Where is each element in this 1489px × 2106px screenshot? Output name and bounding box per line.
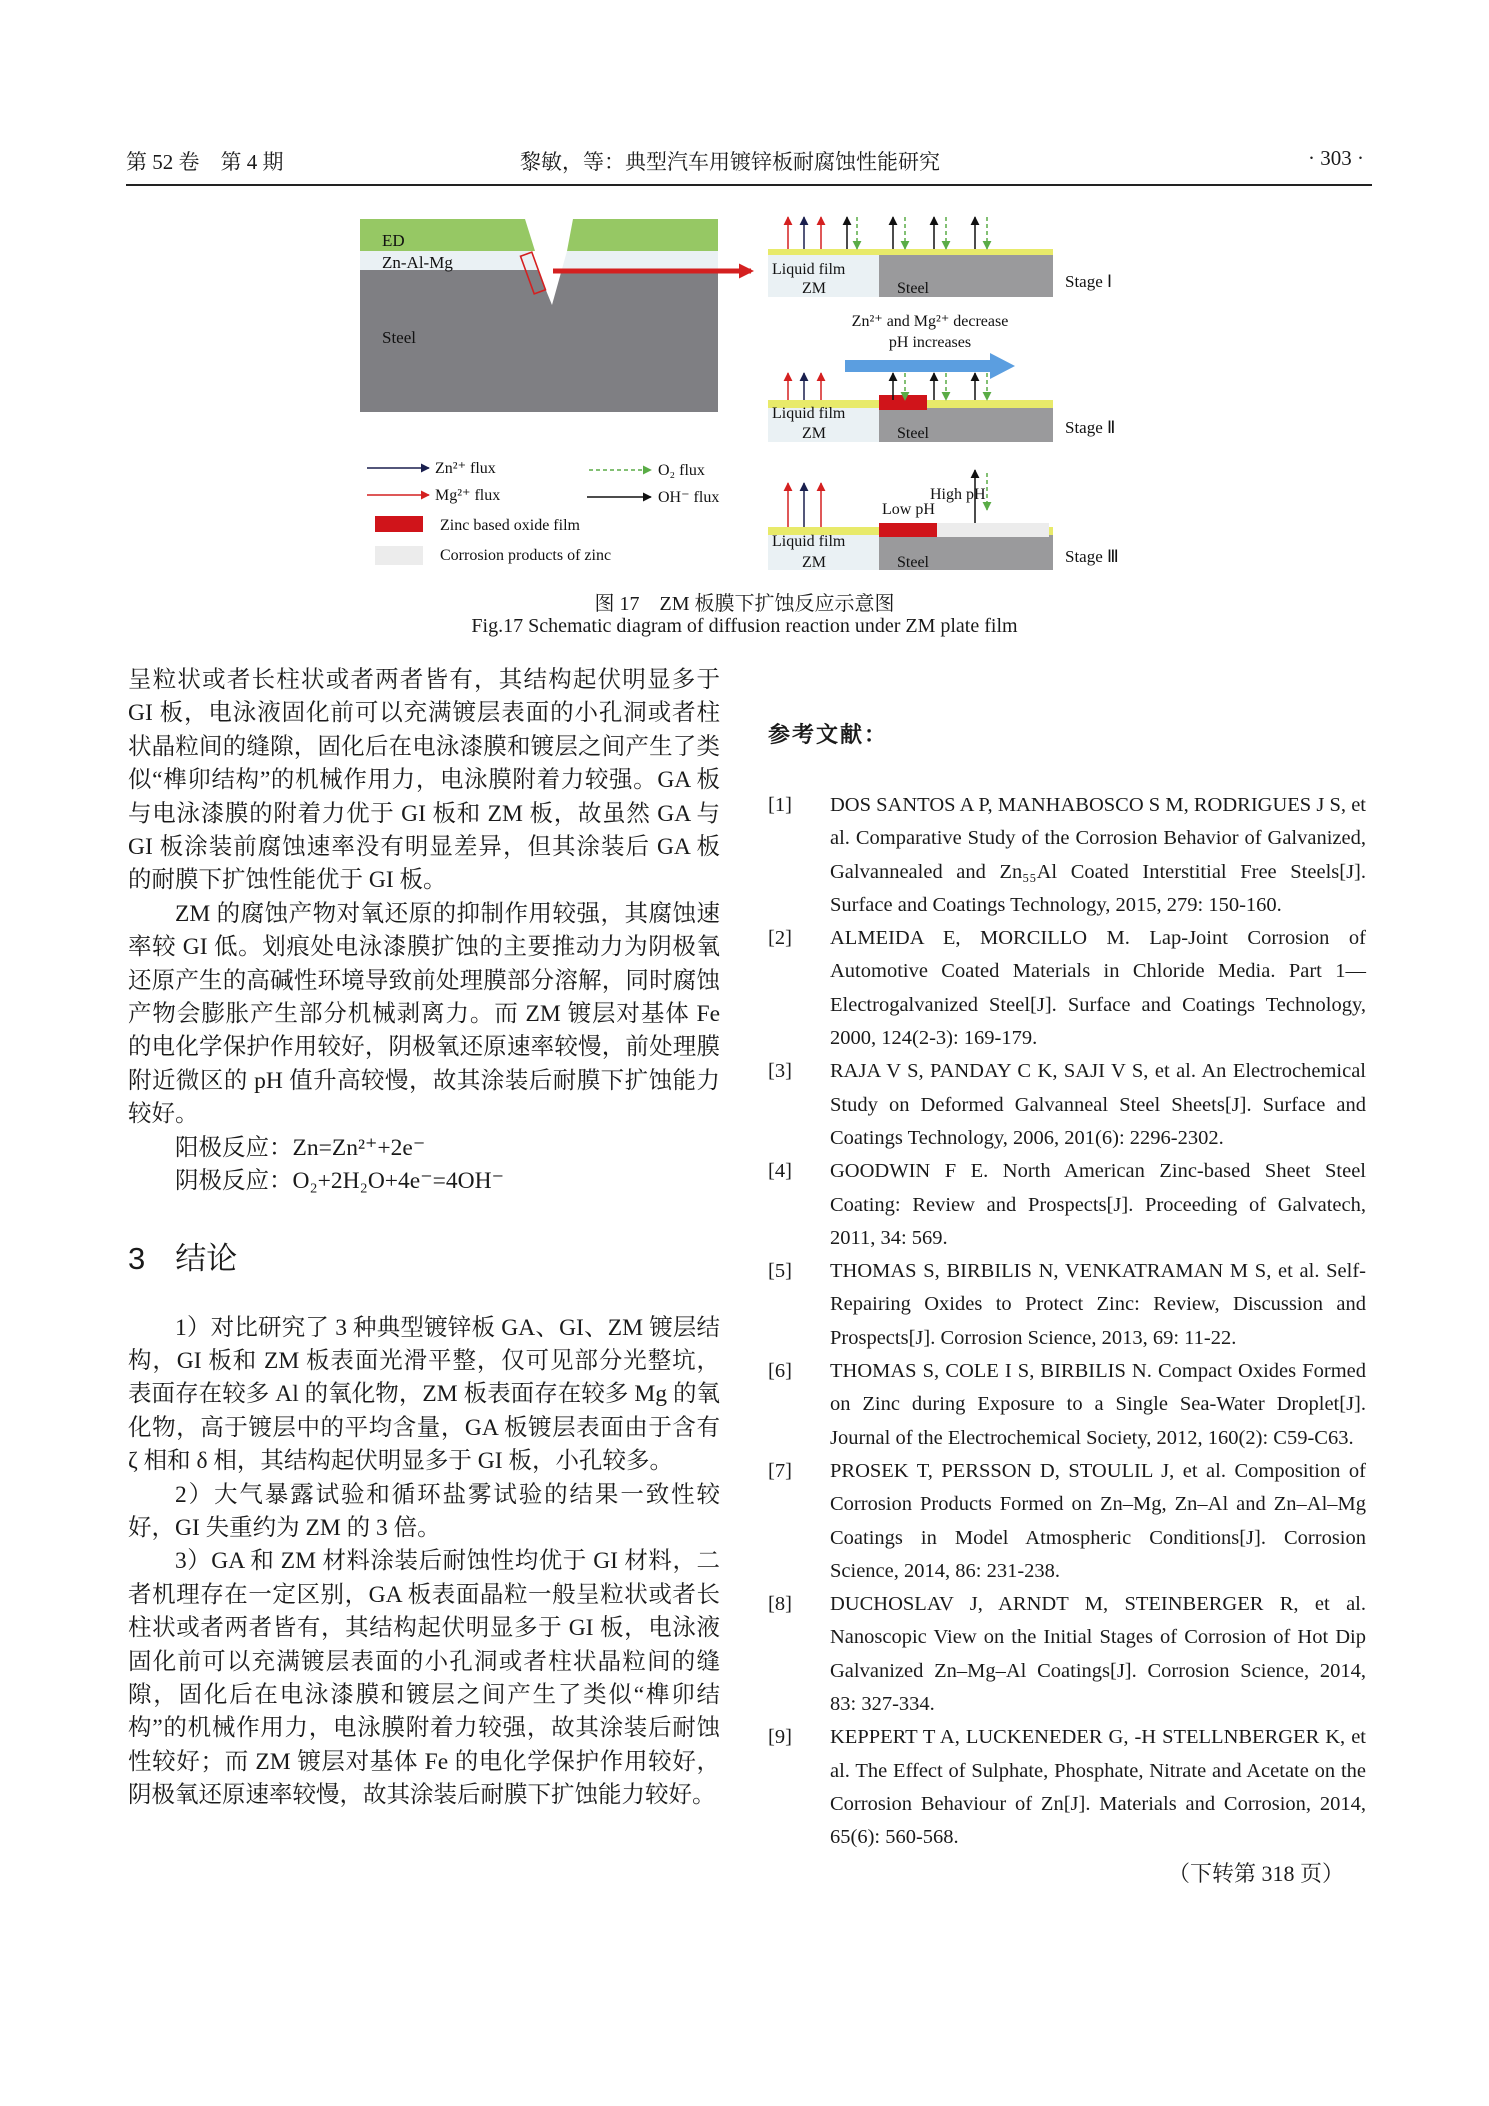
svg-text:Liquid film: Liquid film: [772, 261, 846, 278]
cathode-label: 阴极反应：: [175, 1168, 293, 1195]
stage-1: [768, 217, 1112, 297]
svg-text:Liquid film: Liquid film: [772, 533, 846, 550]
figure-caption-en: Fig.17 Schematic diagram of diffusion reaction under ZM plate film: [471, 615, 1018, 637]
figure-caption-cn: 图 17 ZM 板膜下扩蚀反应示意图: [594, 593, 895, 615]
svg-text:Zn²⁺ and Mg²⁺ decrease: Zn²⁺ and Mg²⁺ decrease: [851, 313, 1009, 330]
reference-item: [7] PROSEK T, PERSSON D, STOULIL J, et al. Composition of Corrosion Products Formed on Zn–Mg, Zn–Al and Zn–Al–Mg Coatings in Model Atmospheric Conditions[J]. Corrosion Science, 2014, 86: 231-238.: [768, 1459, 1366, 1582]
section-heading-conclusion: [128, 1233, 720, 1278]
section-title: 结论: [175, 1240, 238, 1276]
reference-item: [3] RAJA V S, PANDAY C K, SAJI V S, et al. An Electrochemical Study on Deformed Galvanneal Steel Sheets[J]. Surface and Coatings Technology, 2006, 201(6): 2296-2302.: [768, 1060, 1366, 1149]
conclusion-3: 3）GA 和 ZM 材料涂装后耐蚀性均优于 GI 材料，二者机理存在一定区别，GA 板表面晶粒一般呈粒状或者长柱状或者两者皆有，其结构起伏明显多于 GI 板，电泳液固化前可以充满镀层表面的小孔洞或者柱状晶粒间的缝隙，固化后在电泳漆膜和镀层之间产生了类似“榫卯结构”的机械作用力，电泳膜附着力较强，故其涂装后耐蚀性较好；而 ZM 镀层对基体 Fe 的电化学保护作用较好，阴极氧还原速率较慢，故其涂装后耐膜下扩蚀能力较好。: [128, 1548, 720, 1809]
running-header: [126, 146, 1372, 182]
svg-text:Steel: Steel: [897, 280, 929, 297]
svg-text:ZM: ZM: [802, 554, 826, 571]
anode-label: 阳极反应：: [175, 1134, 293, 1161]
trend-annotation: [845, 313, 1015, 379]
svg-text:Mg²⁺ flux: Mg²⁺ flux: [435, 487, 501, 504]
conclusion-1: 1）对比研究了 3 种典型镀锌板 GA、GI、ZM 镀层结构，GI 板和 ZM 板表面光滑平整，仅可见部分光整坑，表面存在较多 Al 的氧化物，ZM 板表面存在较多 Mg 的氧化物，高于镀层中的平均含量，GA 板镀层表面由于含有 ζ 相和 δ 相，其结构起伏明显多于 GI 板，小孔较多。: [128, 1314, 720, 1475]
references-title: 参考文献：: [768, 723, 889, 748]
svg-text:pH increases: pH increases: [888, 334, 972, 351]
low-ph-label: Low pH: [882, 501, 935, 518]
reference-item: [8] DUCHOSLAV J, ARNDT M, STEINBERGER R, et al. Nanoscopic View on the Initial Stages of Corrosion of Hot Dip Galvanized Zn–Mg–Al Coatings[J]. Corrosion Science, 2014, 83: 327-334.: [768, 1593, 1366, 1716]
stage-2-label: Stage Ⅱ: [1065, 418, 1116, 437]
running-title: 黎敏，等：典型汽车用镀锌板耐腐蚀性能研究: [520, 150, 940, 174]
volume-issue: 第 52 卷 第 4 期: [126, 150, 284, 174]
label-ed: ED: [382, 231, 405, 250]
svg-text:Steel: Steel: [897, 554, 929, 571]
reference-item: [5] THOMAS S, BIRBILIS N, VENKATRAMAN M S, et al. Self-Repairing Oxides to Protect Zinc: Review, Discussion and Prospects[J]. Corrosion Science, 2013, 69: 11-22.: [768, 1260, 1366, 1349]
reference-item: [9] KEPPERT T A, LUCKENEDER G, -H STELLNBERGER K, et al. The Effect of Sulphate, Phosphate, Nitrate and Acetate on the Corrosion Behaviour of Zn[J]. Materials and Corrosion, 2014, 65(6): 560-568.: [768, 1726, 1366, 1849]
references-section: [768, 718, 1366, 1888]
label-coating: Zn-Al-Mg: [382, 253, 453, 272]
reference-item: [1] DOS SANTOS A P, MANHABOSCO S M, RODRIGUES J S, et al. Comparative Study of the Corrosion Behavior of Galvanized, Galvannealed and Zn₅₅Al Coated Interstitial Free Steels[J]. Surface and Coatings Technology, 2015, 279: 150-160.: [768, 794, 1366, 916]
anode-reaction: [128, 1132, 720, 1165]
stage-2: [768, 373, 1115, 442]
left-column: [128, 664, 720, 1813]
figure-17: [355, 205, 1155, 585]
cross-section-panel: [360, 219, 751, 412]
paragraph-continued: 呈粒状或者长柱状或者两者皆有，其结构起伏明显多于 GI 板，电泳液固化前可以充满镀层表面的小孔洞或者柱状晶粒间的缝隙，固化后在电泳漆膜和镀层之间产生了类似“榫卯结构”的机械作用力，电泳膜附着力较强。GA 板与电泳漆膜的附着力优于 GI 板和 ZM 板，故虽然 GA 与 GI 板涂装前腐蚀速率没有明显差异，但其涂装后 GA 板的耐膜下扩蚀性能优于 GI 板。: [128, 667, 720, 894]
reference-item: [6] THOMAS S, COLE I S, BIRBILIS N. Compact Oxides Formed on Zinc during Exposure to a Single Sea-Water Droplet[J]. Journal of the Electrochemical Society, 2012, 160(2): C59-C63.: [768, 1360, 1366, 1449]
stage-3: [768, 470, 1119, 571]
label-steel: Steel: [382, 328, 416, 347]
svg-text:Steel: Steel: [897, 425, 929, 442]
reference-item: [2] ALMEIDA E, MORCILLO M. Lap-Joint Corrosion of Automotive Coated Materials in Chloride Media. Part 1—Electrogalvanized Steel[J]. Surface and Coatings Technology, 2000, 124(2-3): 169-179.: [768, 927, 1366, 1050]
stage-1-label: Stage Ⅰ: [1065, 272, 1113, 291]
svg-text:OH⁻ flux: OH⁻ flux: [658, 489, 720, 506]
svg-text:Liquid film: Liquid film: [772, 405, 846, 422]
anode-equation: Zn=Zn²⁺+2e⁻: [292, 1134, 426, 1161]
section-number: 3: [128, 1240, 146, 1276]
stage-3-label: Stage Ⅲ: [1065, 547, 1119, 566]
cathode-equation: O₂+2H₂O+4e⁻=4OH⁻: [292, 1168, 504, 1195]
paragraph-zm-mechanism: ZM 的腐蚀产物对氧还原的抑制作用较强，其腐蚀速率较 GI 低。划痕处电泳漆膜扩蚀的主要推动力为阴极氧还原产生的高碱性环境导致前处理膜部分溶解，同时腐蚀产物会膨胀产生部分机械剥离力。而 ZM 镀层对基体 Fe 的电化学保护作用较好，阴极氧还原速率较慢，前处理膜附近微区的 pH 值升高较慢，故其涂装后耐膜下扩蚀能力较好。: [128, 900, 720, 1128]
svg-text:Zn²⁺ flux: Zn²⁺ flux: [435, 460, 496, 477]
diffusion-schematic: [355, 205, 1155, 585]
svg-text:ZM: ZM: [802, 280, 826, 297]
svg-text:Corrosion products of zinc: Corrosion products of zinc: [440, 547, 612, 564]
svg-text:O₂ flux: O₂ flux: [658, 462, 705, 479]
figure-legend: [367, 460, 719, 565]
page-number: · 303 ·: [1308, 146, 1364, 170]
continued-on-page: （下转第 318 页）: [1167, 1860, 1344, 1886]
conclusion-2: 2）大气暴露试验和循环盐雾试验的结果一致性较好，GI 失重约为 ZM 的 3 倍。: [128, 1481, 720, 1541]
svg-text:Zinc based oxide film: Zinc based oxide film: [440, 517, 580, 534]
svg-text:ZM: ZM: [802, 425, 826, 442]
high-ph-label: High pH: [930, 486, 986, 503]
cathode-reaction: [128, 1165, 720, 1198]
reference-item: [4] GOODWIN F E. North American Zinc-based Sheet Steel Coating: Review and Prospects[J]. Proceeding of Galvatech, 2011, 34: 569.: [768, 1160, 1366, 1249]
header-rule: [126, 184, 1372, 186]
